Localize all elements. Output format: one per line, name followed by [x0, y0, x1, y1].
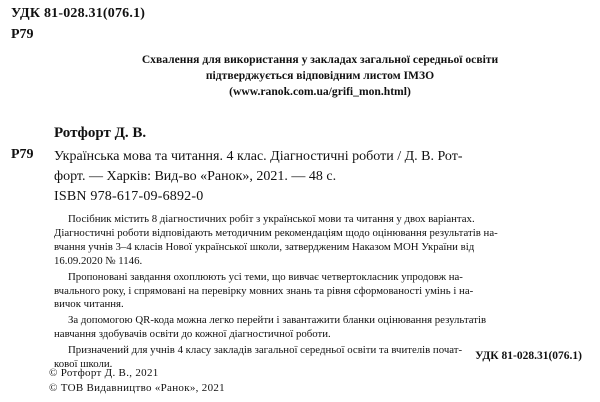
annotation-paragraph [54, 213, 594, 269]
annotation-line: За допомогою QR-кода можна легко перейти і завантажити бланки оцінювання результатів [68, 314, 487, 327]
biblio-line: форт. — Харків: Вид-во «Ранок», 2021. — 48 с. [54, 169, 337, 184]
copyright-line-publisher: © ТОВ Видавництво «Ранок», 2021 [49, 382, 225, 394]
author-code-top: Р79 [11, 27, 34, 42]
annotation-line: Призначений для учнів 4 класу закладів загальної середньої освіти та вчителів почат- [68, 344, 463, 357]
annotation-line: вичок читання. [54, 298, 124, 311]
annotation-line: навчання здобувачів освіти до кожної діагностичної роботи. [54, 328, 331, 341]
annotation-line: Діагностичні роботи відповідають методичним рекомендаціям щодо оцінювання результатів на- [54, 226, 498, 239]
copyright-line-author: © Ротфорт Д. В., 2021 [49, 367, 159, 379]
annotation-line: Посібник містить 8 діагностичних робіт з української мови та читання у двох варіантах. [68, 213, 475, 225]
approval-line: підтверджується відповідним листом ІМЗО [205, 69, 435, 82]
approval-line: Схвалення для використання у закладах загальної середньої освіти [141, 53, 499, 66]
copyright-block [49, 366, 225, 396]
annotation-paragraph [54, 271, 594, 313]
biblio-line: Українська мова та читання. 4 клас. Діагностичні роботи / Д. В. Рот- [54, 149, 463, 164]
author-heading: Ротфорт Д. В. [54, 125, 147, 141]
isbn: ISBN 978-617-09-6892-0 [54, 189, 204, 204]
udk-classification-bottom: УДК 81-028.31(076.1) [475, 350, 582, 362]
annotation-line: 16.09.2020 № 1146. [54, 254, 143, 267]
author-code-left: Р79 [11, 147, 34, 162]
annotation-line: Пропоновані завдання охоплюють усі теми, що вивчає четвертокласник упродовж на- [68, 270, 463, 283]
bibliographic-description [54, 147, 594, 187]
udk-classification-top: УДК 81-028.31(076.1) [11, 6, 146, 21]
approval-notice [60, 52, 580, 100]
annotation-line: вчання учнів 3–4 класів Нової української школи, затвердженим Наказом МОН України від [54, 240, 475, 253]
annotation-line: кової школи. [54, 358, 113, 371]
approval-url: (www.ranok.com.ua/grifi_mon.html) [229, 85, 411, 98]
annotation-line: вчального року, і спрямовані на перевірку мовних знань та рівня сформованості умінь і на- [54, 284, 474, 297]
annotation-paragraph [54, 314, 594, 342]
